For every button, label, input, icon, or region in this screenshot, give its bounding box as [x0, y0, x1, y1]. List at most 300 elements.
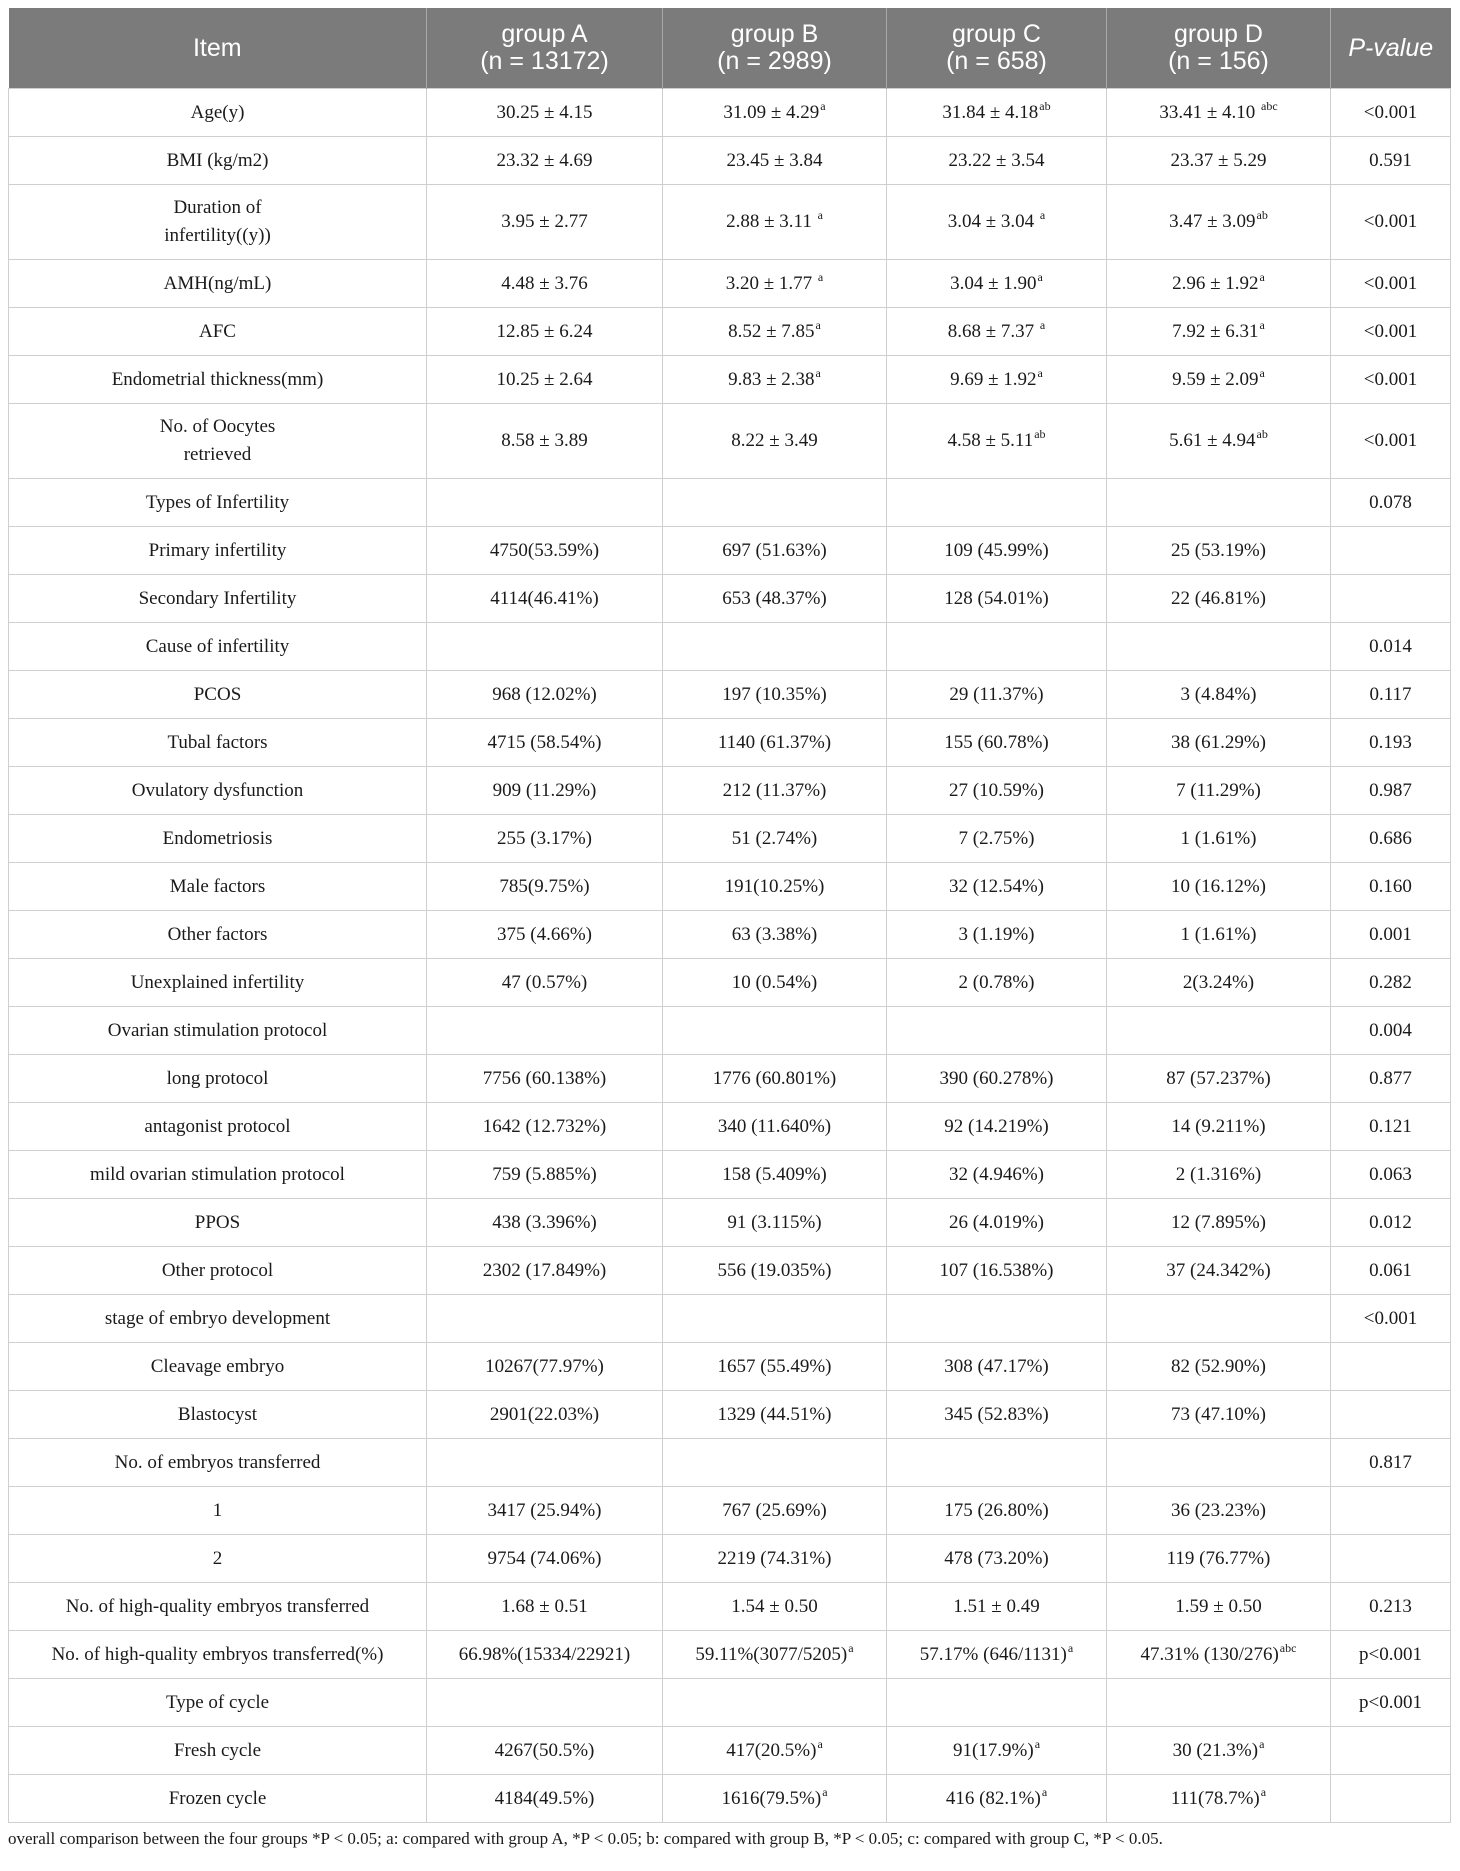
- cell-p-value: [1331, 1055, 1451, 1103]
- cell-item-line: infertility((y)): [164, 225, 271, 246]
- cell-value: p<0.001: [1359, 1691, 1422, 1713]
- cell-group-a: [427, 308, 663, 356]
- significance-marker: a: [817, 1736, 823, 1751]
- cell-group-d: [1107, 1391, 1331, 1439]
- cell-item-line: Male factors: [169, 875, 266, 897]
- significance-marker: a: [1260, 1784, 1267, 1799]
- cell-p-value: [1331, 1199, 1451, 1247]
- cell-group-a: [427, 959, 663, 1007]
- cell-value: 32 (12.54%): [949, 875, 1044, 897]
- cell-group-a: [427, 185, 663, 260]
- significance-marker: a: [848, 1640, 854, 1655]
- cell-group-c: [887, 1679, 1107, 1727]
- table-container: [8, 8, 1450, 1849]
- cell-value: 2.96 ± 1.92: [1172, 272, 1259, 294]
- table-row: [9, 308, 1451, 356]
- header-group-d-label: group D: [1174, 20, 1263, 48]
- significance-marker: ab: [1256, 427, 1268, 441]
- header-item: [9, 8, 427, 89]
- cell-group-d: [1107, 1007, 1331, 1055]
- table-row: [9, 815, 1451, 863]
- cell-group-d: [1107, 260, 1331, 308]
- header-p-value: [1331, 8, 1451, 89]
- cell-value: 32 (4.946%): [949, 1163, 1044, 1185]
- cell-p-value: [1331, 911, 1451, 959]
- cell-value: 5.61 ± 4.94: [1169, 430, 1256, 451]
- cell-value: 478 (73.20%): [944, 1547, 1049, 1569]
- cell-value: 109 (45.99%): [944, 539, 1049, 561]
- cell-group-c: [887, 863, 1107, 911]
- cell-group-c: [887, 1247, 1107, 1295]
- cell-group-c: [887, 404, 1107, 479]
- cell-item: [9, 815, 427, 863]
- cell-item-line: Fresh cycle: [173, 1739, 262, 1761]
- cell-group-c: [887, 1199, 1107, 1247]
- cell-value: 10 (0.54%): [731, 971, 818, 993]
- cell-value: 9754 (74.06%): [487, 1547, 602, 1569]
- cell-value: 1.59 ± 0.50: [1175, 1595, 1262, 1617]
- cell-group-c: [887, 1055, 1107, 1103]
- cell-item-line: BMI (kg/m2): [166, 149, 269, 171]
- cell-value: 7 (2.75%): [958, 827, 1035, 849]
- cell-value: 1329 (44.51%): [717, 1403, 832, 1425]
- cell-group-b: [663, 1007, 887, 1055]
- table-row: [9, 863, 1451, 911]
- cell-value: 9.59 ± 2.09: [1172, 368, 1259, 390]
- cell-value: 0.121: [1369, 1115, 1412, 1137]
- cell-item-line: antagonist protocol: [144, 1115, 291, 1137]
- cell-group-c: [887, 527, 1107, 575]
- cell-value: 375 (4.66%): [497, 923, 592, 945]
- cell-group-d: [1107, 1583, 1331, 1631]
- significance-marker: a: [820, 98, 826, 113]
- cell-group-d: [1107, 185, 1331, 260]
- cell-value: 4750(53.59%): [489, 539, 600, 561]
- table-row: [9, 404, 1451, 479]
- cell-value: 697 (51.63%): [722, 539, 827, 561]
- cell-item-line: 2: [212, 1547, 223, 1569]
- cell-group-d: [1107, 1487, 1331, 1535]
- cell-p-value: [1331, 1775, 1451, 1823]
- cell-value: 417(20.5%): [726, 1739, 817, 1761]
- cell-value: 785(9.75%): [499, 875, 590, 897]
- cell-value: 26 (4.019%): [949, 1211, 1044, 1233]
- cell-group-b: [663, 1247, 887, 1295]
- cell-value: 37 (24.342%): [1166, 1259, 1271, 1281]
- cell-group-a: [427, 137, 663, 185]
- cell-group-d: [1107, 1727, 1331, 1775]
- cell-value: 10 (16.12%): [1171, 875, 1266, 897]
- cell-group-a: [427, 1391, 663, 1439]
- cell-group-d: [1107, 671, 1331, 719]
- cell-p-value: [1331, 815, 1451, 863]
- cell-value: 10.25 ± 2.64: [496, 368, 593, 390]
- cell-value: 2.88 ± 3.11: [726, 211, 817, 232]
- cell-group-a: [427, 863, 663, 911]
- cell-group-b: [663, 1775, 887, 1823]
- cell-item-line: Ovarian stimulation protocol: [107, 1019, 328, 1041]
- cell-group-b: [663, 623, 887, 671]
- cell-group-c: [887, 575, 1107, 623]
- significance-marker: a: [1039, 317, 1046, 332]
- cell-p-value: [1331, 1487, 1451, 1535]
- cell-group-d: [1107, 89, 1331, 137]
- cell-value: 4114(46.41%): [490, 587, 599, 609]
- cell-p-value: [1331, 1151, 1451, 1199]
- cell-item: [9, 1151, 427, 1199]
- significance-marker: a: [1259, 365, 1265, 380]
- cell-item-line: 1: [212, 1499, 223, 1521]
- header-group-a: [427, 8, 663, 89]
- cell-group-a: [427, 1775, 663, 1823]
- cell-item: [9, 671, 427, 719]
- cell-group-d: [1107, 404, 1331, 479]
- cell-group-a: [427, 1631, 663, 1679]
- cell-value: 1.51 ± 0.49: [953, 1595, 1040, 1617]
- cell-value: 66.98%(15334/22921): [458, 1643, 631, 1665]
- cell-value: 36 (23.23%): [1171, 1499, 1266, 1521]
- cell-group-d: [1107, 479, 1331, 527]
- cell-value: 31.84 ± 4.18: [942, 101, 1039, 123]
- cell-group-c: [887, 356, 1107, 404]
- cell-value: 438 (3.396%): [492, 1211, 597, 1233]
- cell-value: 1.68 ± 0.51: [501, 1595, 588, 1617]
- cell-item-line: mild ovarian stimulation protocol: [90, 1163, 345, 1185]
- cell-group-d: [1107, 1199, 1331, 1247]
- cell-group-c: [887, 1391, 1107, 1439]
- cell-value: 128 (54.01%): [944, 587, 1049, 609]
- cell-item: [9, 767, 427, 815]
- cell-item: [9, 479, 427, 527]
- cell-item: [9, 260, 427, 308]
- cell-value: 255 (3.17%): [497, 827, 592, 849]
- cell-group-a: [427, 1583, 663, 1631]
- significance-marker: a: [1041, 1784, 1048, 1799]
- cell-group-b: [663, 959, 887, 1007]
- cell-value: <0.001: [1363, 430, 1418, 451]
- cell-value: 23.37 ± 5.29: [1170, 149, 1267, 171]
- significance-marker: a: [1034, 1736, 1041, 1751]
- table-row: [9, 479, 1451, 527]
- cell-item-line: Endometrial thickness(mm): [111, 368, 324, 390]
- cell-group-a: [427, 1439, 663, 1487]
- cell-group-d: [1107, 1055, 1331, 1103]
- cell-value: 31.09 ± 4.29: [723, 101, 820, 123]
- cell-item-line: AMH(ng/mL): [163, 272, 272, 294]
- cell-item-line: Primary infertility: [148, 539, 287, 561]
- table-row: [9, 89, 1451, 137]
- cell-group-a: [427, 1295, 663, 1343]
- header-group-c-n: (n = 658): [946, 47, 1047, 75]
- cell-item-line: Types of Infertility: [145, 491, 290, 513]
- cell-group-a: [427, 623, 663, 671]
- cell-value: 0.817: [1369, 1451, 1412, 1473]
- cell-value: 4.58 ± 5.11: [947, 430, 1034, 451]
- cell-group-c: [887, 260, 1107, 308]
- cell-value: 0.877: [1369, 1067, 1412, 1089]
- cell-value: 7 (11.29%): [1176, 779, 1261, 801]
- cell-item: [9, 1535, 427, 1583]
- cell-value: 87 (57.237%): [1166, 1067, 1271, 1089]
- significance-marker: a: [1039, 208, 1046, 222]
- cell-p-value: [1331, 1679, 1451, 1727]
- cell-value: 0.012: [1369, 1211, 1412, 1233]
- cell-item: [9, 959, 427, 1007]
- cell-item: [9, 719, 427, 767]
- cell-item: [9, 1487, 427, 1535]
- table-row: [9, 1007, 1451, 1055]
- significance-marker: abc: [1261, 98, 1278, 113]
- significance-marker: a: [1259, 1736, 1265, 1751]
- table-row: [9, 1247, 1451, 1295]
- table-footnote: overall comparison between the four groups *P < 0.05; a: compared with group A, *P < 0.05; b: compared with group B, *P < 0.05; c: compared with group C, *P < 0.05.: [8, 1829, 1163, 1848]
- cell-p-value: [1331, 719, 1451, 767]
- cell-value: 0.213: [1369, 1595, 1412, 1617]
- significance-marker: ab: [1039, 98, 1051, 113]
- significance-marker: a: [815, 317, 821, 332]
- cell-value: 1 (1.61%): [1180, 827, 1257, 849]
- cell-p-value: [1331, 1007, 1451, 1055]
- significance-marker: a: [1259, 269, 1265, 284]
- cell-group-c: [887, 1151, 1107, 1199]
- cell-value: 107 (16.538%): [939, 1259, 1054, 1281]
- cell-value: 23.22 ± 3.54: [948, 149, 1045, 171]
- cell-group-c: [887, 1583, 1107, 1631]
- cell-item-line: No. of Oocytes: [159, 416, 276, 437]
- cell-group-c: [887, 308, 1107, 356]
- cell-value: 340 (11.640%): [717, 1115, 832, 1137]
- cell-group-c: [887, 623, 1107, 671]
- cell-value: p<0.001: [1359, 1643, 1422, 1665]
- cell-item: [9, 863, 427, 911]
- cell-group-a: [427, 527, 663, 575]
- cell-group-c: [887, 1727, 1107, 1775]
- cell-value: 14 (9.211%): [1171, 1115, 1266, 1137]
- cell-group-b: [663, 404, 887, 479]
- cell-value: 23.32 ± 4.69: [496, 149, 593, 171]
- cell-group-a: [427, 1487, 663, 1535]
- cell-item: [9, 1247, 427, 1295]
- cell-group-b: [663, 260, 887, 308]
- cell-p-value: [1331, 1631, 1451, 1679]
- table-row: [9, 959, 1451, 1007]
- cell-group-c: [887, 1295, 1107, 1343]
- cell-value: 197 (10.35%): [722, 683, 827, 705]
- cell-group-a: [427, 1727, 663, 1775]
- significance-marker: ab: [1256, 208, 1268, 222]
- table-row: [9, 1343, 1451, 1391]
- cell-group-a: [427, 1343, 663, 1391]
- cell-value: 33.41 ± 4.10: [1159, 101, 1261, 123]
- table-row: [9, 1727, 1451, 1775]
- cell-item: [9, 1103, 427, 1151]
- cell-group-b: [663, 89, 887, 137]
- cell-value: 3.95 ± 2.77: [501, 211, 588, 232]
- cell-value: 8.58 ± 3.89: [501, 430, 588, 451]
- cell-value: 0.061: [1369, 1259, 1412, 1281]
- cell-value: 1140 (61.37%): [717, 731, 832, 753]
- cell-item-line: Duration of: [173, 197, 262, 218]
- cell-item: [9, 356, 427, 404]
- cell-value: 38 (61.29%): [1171, 731, 1266, 753]
- cell-value: 47.31% (130/276): [1140, 1643, 1279, 1665]
- table-row: [9, 137, 1451, 185]
- cell-group-c: [887, 767, 1107, 815]
- table-row: [9, 1151, 1451, 1199]
- cell-item-line: Blastocyst: [177, 1403, 258, 1425]
- cell-item: [9, 1007, 427, 1055]
- cell-group-d: [1107, 1679, 1331, 1727]
- cell-value: 1 (1.61%): [1180, 923, 1257, 945]
- cell-item-line: Cleavage embryo: [150, 1355, 285, 1377]
- cell-value: 4267(50.5%): [494, 1739, 595, 1761]
- cell-value: 345 (52.83%): [944, 1403, 1049, 1425]
- cell-group-c: [887, 1775, 1107, 1823]
- cell-item: [9, 1295, 427, 1343]
- cell-group-b: [663, 1631, 887, 1679]
- cell-value: 3.04 ± 1.90: [950, 272, 1037, 294]
- cell-value: 0.063: [1369, 1163, 1412, 1185]
- significance-marker: a: [817, 208, 823, 222]
- table-row: [9, 356, 1451, 404]
- cell-item: [9, 1727, 427, 1775]
- cell-item: [9, 89, 427, 137]
- cell-value: 4.48 ± 3.76: [501, 272, 588, 294]
- cell-group-d: [1107, 1535, 1331, 1583]
- cell-p-value: [1331, 1103, 1451, 1151]
- cell-value: 2219 (74.31%): [717, 1547, 832, 1569]
- cell-p-value: [1331, 767, 1451, 815]
- cell-group-b: [663, 815, 887, 863]
- cell-value: 73 (47.10%): [1171, 1403, 1266, 1425]
- cell-value: 175 (26.80%): [944, 1499, 1049, 1521]
- cell-value: 30.25 ± 4.15: [496, 101, 593, 123]
- cell-item: [9, 1391, 427, 1439]
- cell-value: 8.68 ± 7.37: [947, 320, 1039, 342]
- cell-group-b: [663, 1151, 887, 1199]
- significance-marker: a: [817, 269, 824, 284]
- cell-value: 3.47 ± 3.09: [1169, 211, 1256, 232]
- cell-value: 0.001: [1369, 923, 1412, 945]
- header-item-label: Item: [192, 33, 242, 62]
- cell-value: 27 (10.59%): [949, 779, 1044, 801]
- cell-value: 47 (0.57%): [501, 971, 588, 993]
- cell-value: 51 (2.74%): [731, 827, 818, 849]
- cell-item: [9, 308, 427, 356]
- cell-group-b: [663, 767, 887, 815]
- cell-value: 968 (12.02%): [492, 683, 597, 705]
- cell-group-b: [663, 1103, 887, 1151]
- cell-group-c: [887, 1535, 1107, 1583]
- cell-value: <0.001: [1363, 101, 1418, 123]
- cell-group-b: [663, 863, 887, 911]
- cell-item-line: No. of high-quality embryos transferred(%): [51, 1643, 384, 1665]
- cell-group-d: [1107, 1247, 1331, 1295]
- table-row: [9, 1631, 1451, 1679]
- cell-value: 23.45 ± 3.84: [726, 149, 823, 171]
- cell-group-a: [427, 1535, 663, 1583]
- cell-value: 30 (21.3%): [1172, 1739, 1259, 1761]
- table-row: [9, 911, 1451, 959]
- cell-group-d: [1107, 575, 1331, 623]
- table-body: [9, 89, 1451, 1823]
- cell-p-value: [1331, 623, 1451, 671]
- cell-item: [9, 575, 427, 623]
- table-row: [9, 527, 1451, 575]
- cell-value: 158 (5.409%): [722, 1163, 827, 1185]
- cell-item-line: Secondary Infertility: [138, 587, 297, 609]
- cell-item-line: Endometriosis: [162, 827, 273, 849]
- cell-value: 111(78.7%): [1170, 1787, 1260, 1809]
- cell-item-line: Unexplained infertility: [130, 971, 305, 993]
- table-row: [9, 1391, 1451, 1439]
- cell-group-c: [887, 815, 1107, 863]
- cell-group-a: [427, 1679, 663, 1727]
- cell-value: 1616(79.5%): [721, 1787, 822, 1809]
- cell-value: 3 (4.84%): [1180, 683, 1257, 705]
- cell-group-d: [1107, 356, 1331, 404]
- cell-group-c: [887, 1007, 1107, 1055]
- cell-group-b: [663, 308, 887, 356]
- header-group-b-n: (n = 2989): [717, 47, 832, 75]
- cell-group-c: [887, 671, 1107, 719]
- cell-item-line: retrieved: [183, 444, 252, 465]
- cell-value: <0.001: [1363, 272, 1418, 294]
- cell-group-d: [1107, 1295, 1331, 1343]
- cell-group-a: [427, 1151, 663, 1199]
- cell-group-c: [887, 89, 1107, 137]
- cell-group-d: [1107, 959, 1331, 1007]
- table-row: [9, 1199, 1451, 1247]
- cell-group-b: [663, 185, 887, 260]
- cell-value: 8.52 ± 7.85: [728, 320, 815, 342]
- cell-p-value: [1331, 137, 1451, 185]
- significance-marker: a: [1259, 317, 1265, 332]
- header-row: [9, 8, 1451, 89]
- cell-group-b: [663, 1583, 887, 1631]
- table-row: [9, 1439, 1451, 1487]
- cell-item: [9, 527, 427, 575]
- cell-value: 909 (11.29%): [492, 779, 597, 801]
- table-row: [9, 1055, 1451, 1103]
- cell-group-d: [1107, 1775, 1331, 1823]
- table-row: [9, 185, 1451, 260]
- cell-value: 0.686: [1369, 827, 1412, 849]
- table-row: [9, 575, 1451, 623]
- significance-marker: a: [1037, 269, 1043, 284]
- table-row: [9, 1535, 1451, 1583]
- cell-value: 3.04 ± 3.04: [947, 211, 1039, 232]
- cell-group-c: [887, 185, 1107, 260]
- cell-value: 2 (0.78%): [958, 971, 1035, 993]
- cell-value: <0.001: [1363, 368, 1418, 390]
- cell-group-a: [427, 671, 663, 719]
- table-row: [9, 623, 1451, 671]
- cell-group-a: [427, 719, 663, 767]
- cell-value: 0.014: [1369, 635, 1412, 657]
- cell-value: 82 (52.90%): [1171, 1355, 1266, 1377]
- significance-marker: a: [822, 1784, 828, 1799]
- cell-group-a: [427, 404, 663, 479]
- cell-value: 653 (48.37%): [722, 587, 827, 609]
- cell-value: 0.078: [1369, 491, 1412, 513]
- cell-value: 1776 (60.801%): [712, 1067, 837, 1089]
- cell-group-b: [663, 137, 887, 185]
- cell-value: 4184(49.5%): [494, 1787, 595, 1809]
- cell-group-d: [1107, 1631, 1331, 1679]
- significance-marker: a: [815, 365, 821, 380]
- cell-value: 25 (53.19%): [1171, 539, 1266, 561]
